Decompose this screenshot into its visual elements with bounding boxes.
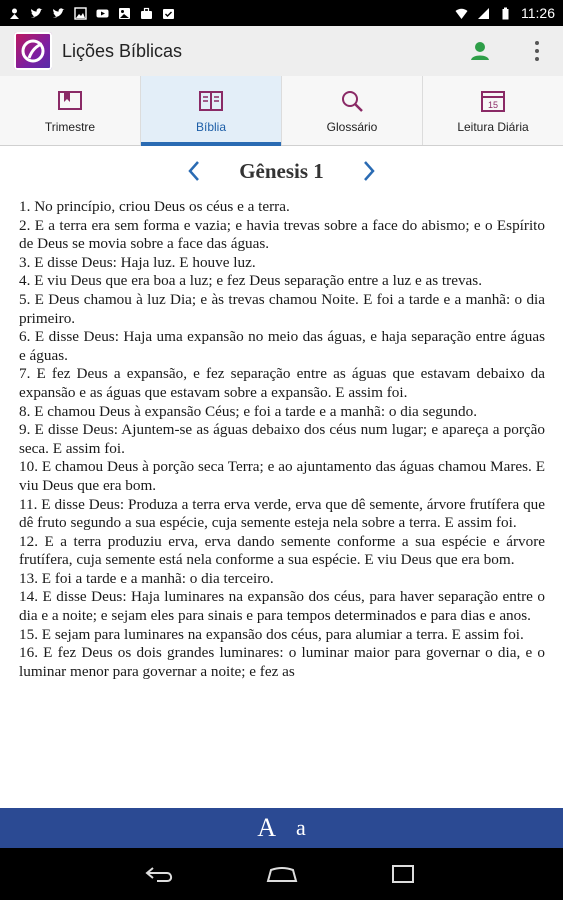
open-book-icon <box>198 88 224 114</box>
verse: 10. E chamou Deus à porção seca Terra; e ao ajuntamento das águas chamou Mares. E viu Deus que era bom. <box>19 458 545 494</box>
twitter-icon <box>30 7 43 20</box>
calendar-check-icon <box>162 7 175 20</box>
notification-icons <box>8 7 175 20</box>
increase-font-button[interactable]: A <box>257 813 276 842</box>
app-logo-icon <box>14 32 52 70</box>
tab-label: Bíblia <box>195 119 227 134</box>
verse: 11. E disse Deus: Produza a terra erva verde, erva que dê semente, árvore frutífera que dê fruto segundo a sua espécie, cuja semente esteja nela sobre a terra. E assim foi. <box>19 495 545 532</box>
action-bar <box>0 26 563 76</box>
verse: 3. E disse Deus: Haja luz. E houve luz. <box>19 253 256 271</box>
system-icons <box>455 5 555 21</box>
verse: 5. E Deus chamou à luz Dia; e às trevas chamou Noite. E foi a tarde e a manhã: o dia primeiro. <box>19 290 545 327</box>
twitter-icon <box>52 7 65 20</box>
overflow-menu-icon[interactable] <box>527 38 547 64</box>
home-icon[interactable] <box>265 863 299 885</box>
back-icon[interactable] <box>143 863 177 885</box>
verse: 4. E viu Deus que era boa a luz; e fez Deus separação entre a luz e as trevas. <box>19 272 482 290</box>
app-title: Lições Bíblicas <box>62 40 183 61</box>
tab-label: Glossário <box>326 119 378 134</box>
verse: 1. No princípio, criou Deus os céus e a terra. <box>19 198 290 215</box>
app-logo[interactable] <box>14 32 52 70</box>
verse: 14. E disse Deus: Haja luminares na expansão dos céus, para haver separação entre o dia e a noite; e sejam eles para sinais e para tempos determinados e para dias e anos. <box>19 588 545 625</box>
image-icon <box>74 7 87 20</box>
battery-icon <box>499 7 512 20</box>
verse: 16. E fez Deus os dois grandes luminares: o luminar maior para governar o dia, e o luminar menor para governar a noite; e fez as <box>19 644 545 680</box>
scripture-text[interactable] <box>19 198 545 808</box>
tab-trimestre[interactable] <box>0 76 141 145</box>
bookmark-icon <box>57 88 83 114</box>
tab-label: Leitura Diária <box>457 119 529 134</box>
tab-biblia[interactable] <box>141 76 282 145</box>
tab-bar <box>0 76 563 146</box>
tab-glossario[interactable] <box>282 76 423 145</box>
verse: 6. E disse Deus: Haja uma expansão no meio das águas, e haja separação entre águas e águas. <box>19 328 545 364</box>
verse: 12. E a terra produziu erva, erva dando semente conforme a sua espécie e árvore frutífera, cuja semente está nela conforme a sua espécie. E viu Deus que era bom. <box>19 532 545 569</box>
account-icon[interactable] <box>467 38 493 64</box>
tab-label: Trimestre <box>44 119 96 134</box>
search-icon <box>339 88 365 114</box>
verse: 7. E fez Deus a expansão, e fez separação entre as águas que estavam debaixo da expansão e as águas que estavam sobre a expansão. E assim foi. <box>19 365 545 401</box>
briefcase-icon <box>140 7 153 20</box>
decrease-font-button[interactable]: a <box>296 815 306 840</box>
signal-icon <box>477 7 490 20</box>
previous-chapter-icon[interactable] <box>185 160 203 182</box>
next-chapter-icon[interactable] <box>360 160 378 182</box>
verse: 15. E sejam para luminares na expansão dos céus, para alumiar a terra. E assim foi. <box>19 625 524 643</box>
system-nav-bar <box>0 848 563 900</box>
font-size-bar <box>0 808 563 848</box>
verse: 9. E disse Deus: Ajuntem-se as águas debaixo dos céus num lugar; e apareça a porção seca. E assim foi. <box>19 421 545 457</box>
chapter-navigation <box>0 150 563 192</box>
verse: 8. E chamou Deus à expansão Céus; e foi a tarde e a manhã: o dia segundo. <box>19 402 478 420</box>
status-bar <box>0 0 563 26</box>
chapter-title: Gênesis 1 <box>239 158 324 183</box>
recents-icon[interactable] <box>387 863 421 885</box>
tab-leitura-diaria[interactable] <box>423 76 563 145</box>
gallery-icon <box>118 7 131 20</box>
verse: 13. E foi a tarde e a manhã: o dia terceiro. <box>19 569 274 587</box>
svg-text:15: 15 <box>487 99 499 110</box>
person-pin-icon <box>8 7 21 20</box>
youtube-icon <box>96 7 109 20</box>
calendar-icon <box>480 88 506 114</box>
wifi-icon <box>455 7 468 20</box>
clock: 11:26 <box>521 5 555 21</box>
verse: 2. E a terra era sem forma e vazia; e havia trevas sobre a face do abismo; e o Espírito de Deus se movia sobre a face das águas. <box>19 216 545 253</box>
